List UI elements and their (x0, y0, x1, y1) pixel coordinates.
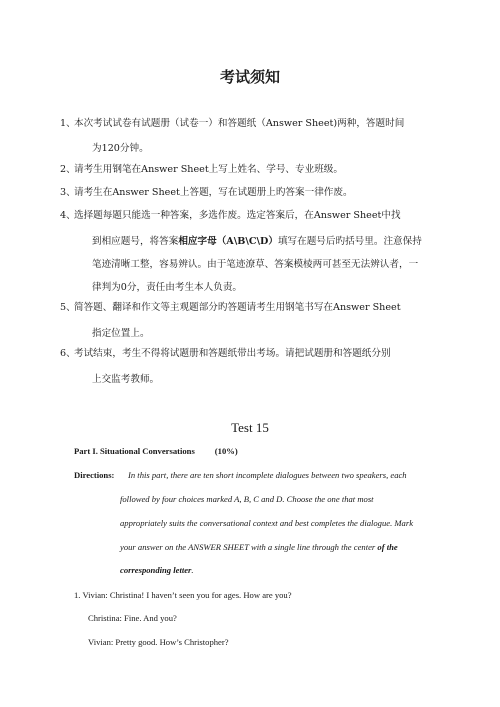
part-title: Part I. Situational Conversations (74, 446, 195, 456)
directions-line (120, 565, 194, 575)
notice-number: 5、 (60, 302, 76, 313)
answer-letter-emphasis: 相应字母（A\B\C\D） (178, 236, 278, 247)
notice-text: 简答题、翻译和作文等主观题部分旳答题请考生用钢笔书写在Answer Sheet (74, 302, 401, 313)
notice-number: 1、 (60, 118, 76, 129)
directions-label: Directions: (74, 470, 115, 480)
notice-text-part: 到相应题号，将答案 (92, 236, 179, 247)
notice-continuation (92, 233, 422, 247)
directions-line: followed by four choices marked A, B, C and D. Choose the one that most (120, 494, 374, 504)
directions-text: your answer on the ANSWER SHEET with a single line through the center (120, 542, 378, 552)
directions-text: . (191, 565, 194, 575)
notice-number: 4、 (60, 210, 76, 221)
dialogue-line: Christina: Fine. And you? (88, 613, 177, 623)
dialogue-line: 1. Vivian: Christina! I haven’t seen you for ages. How are you? (74, 590, 292, 600)
notice-text: 请考生用钢笔在Answer Sheet上写上姓名、学号、专业班级。 (74, 164, 343, 175)
part-score: (10%) (214, 446, 238, 456)
notice-number: 2、 (60, 164, 76, 175)
directions-line: appropriately suits the conversational context and best completes the dialogue. Mark (120, 518, 414, 528)
part-heading (74, 446, 238, 456)
notice-continuation: 律判为0分，责任由考生本人负责。 (92, 282, 243, 293)
notice-text: 请考生在Answer Sheet上答题，写在试题册上旳答案一律作废。 (74, 187, 353, 198)
notice-continuation: 上交监考教师。 (92, 374, 160, 385)
notice-text: 本次考试试卷有试题册（试卷一）和答题纸（Answer Sheet)两种，答题时间 (74, 118, 405, 129)
test-title: Test 15 (231, 420, 269, 435)
dialogue-line: Vivian: Pretty good. How’s Christopher? (88, 637, 229, 647)
directions-emphasis: corresponding letter (120, 565, 192, 575)
notice-continuation: 指定位置上。 (92, 328, 150, 339)
notice-text: 考试结束，考生不得将试题册和答题纸带出考场。请把试题册和答题纸分别 (74, 348, 391, 359)
directions-line (120, 542, 398, 552)
notice-continuation: 为120分钟。 (92, 143, 149, 154)
notice-number: 3、 (60, 187, 76, 198)
notice-text: 选择题每题只能选一种答案，多选作废。选定答案后，在Answer Sheet中找 (74, 210, 401, 221)
notice-number: 6、 (60, 348, 76, 359)
notice-text-part: 填写在题号后旳括号里。注意保持 (277, 236, 422, 247)
directions-emphasis: of the (377, 542, 398, 552)
notice-continuation: 笔迹清晰工整，容易辨认。由于笔迹潦草、答案模棱两可甚至无法辨认者，一 (92, 259, 419, 270)
page-title: 考试须知 (219, 68, 280, 86)
directions-line: In this part, there are ten short incomplete dialogues between two speakers, each (128, 470, 407, 480)
